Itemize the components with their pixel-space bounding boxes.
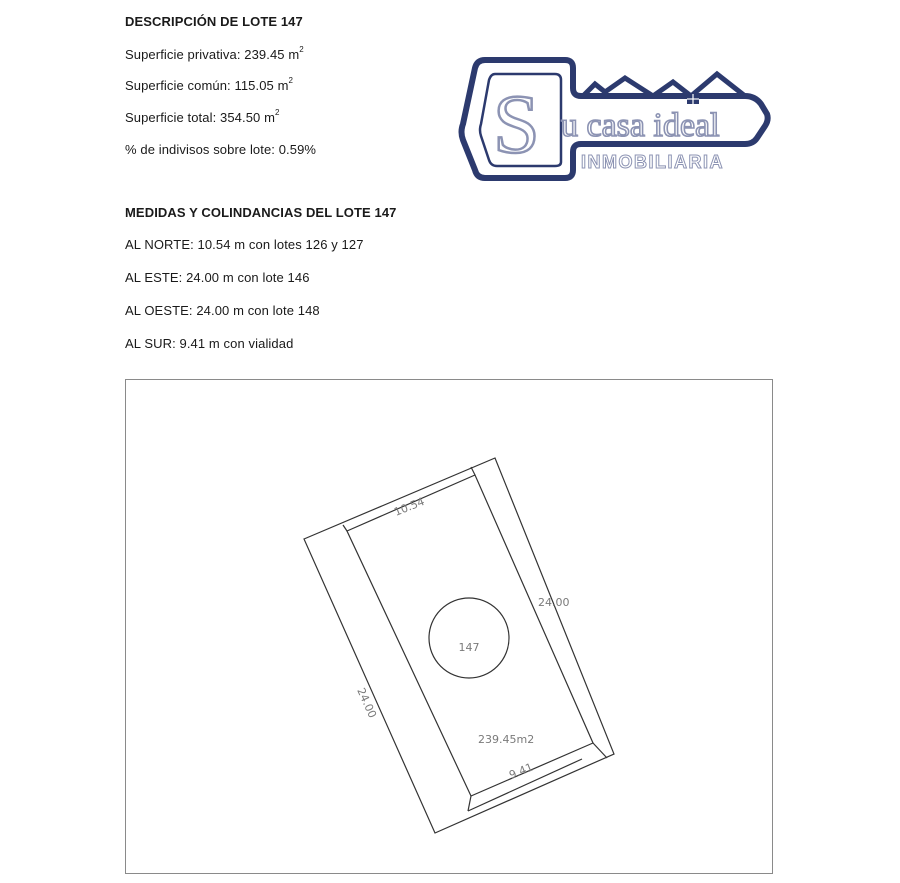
area-exponent: 2 bbox=[288, 76, 294, 85]
boundary-east: AL ESTE: 24.00 m con lote 146 bbox=[125, 270, 310, 285]
south-right-tick bbox=[593, 743, 607, 758]
lot-plan-drawing bbox=[126, 380, 774, 875]
lot-description-heading: DESCRIPCIÓN DE LOTE 147 bbox=[125, 14, 303, 29]
house-window-icon bbox=[687, 94, 699, 104]
east-dimension: 24.00 bbox=[538, 596, 570, 609]
common-area-label: Superficie común: 115.05 m bbox=[125, 78, 289, 93]
total-area-text bbox=[125, 110, 280, 125]
logo-graphic bbox=[455, 52, 775, 187]
boundary-west: AL OESTE: 24.00 m con lote 148 bbox=[125, 303, 320, 318]
lot-outline bbox=[347, 475, 593, 796]
company-logo bbox=[455, 52, 775, 187]
area-exponent: 2 bbox=[299, 45, 304, 54]
total-area-label: Superficie total: 354.50 m bbox=[125, 110, 276, 125]
indivisos-text: % de indivisos sobre lote: 0.59% bbox=[125, 142, 317, 157]
east-strip-line bbox=[471, 467, 475, 475]
boundary-north: AL NORTE: 10.54 m con lotes 126 y 127 bbox=[125, 237, 364, 252]
logo-name: u casa ideal bbox=[561, 107, 720, 144]
lot-number-circle bbox=[429, 598, 509, 678]
logo-subtitle: INMOBILIARIA bbox=[581, 152, 724, 172]
south-left-tick bbox=[468, 796, 471, 811]
common-area-text bbox=[125, 78, 293, 93]
private-area-text bbox=[125, 47, 304, 62]
lot-plan-frame bbox=[125, 379, 773, 874]
lot-area: 239.45m2 bbox=[478, 733, 535, 746]
north-dimension: 10.54 bbox=[392, 494, 427, 519]
private-area-label: Superficie privativa: 239.45 m bbox=[125, 47, 300, 62]
boundary-south: AL SUR: 9.41 m con vialidad bbox=[125, 336, 294, 351]
north-strip-line bbox=[343, 525, 347, 531]
south-dimension: 9.41 bbox=[507, 760, 535, 782]
logo-letter: S bbox=[493, 78, 540, 171]
lot-number: 147 bbox=[458, 641, 480, 654]
roof-icon bbox=[583, 74, 745, 96]
area-exponent: 2 bbox=[275, 108, 280, 117]
west-dimension: 24.00 bbox=[354, 685, 379, 720]
boundaries-heading: MEDIDAS Y COLINDANCIAS DEL LOTE 147 bbox=[125, 205, 397, 220]
